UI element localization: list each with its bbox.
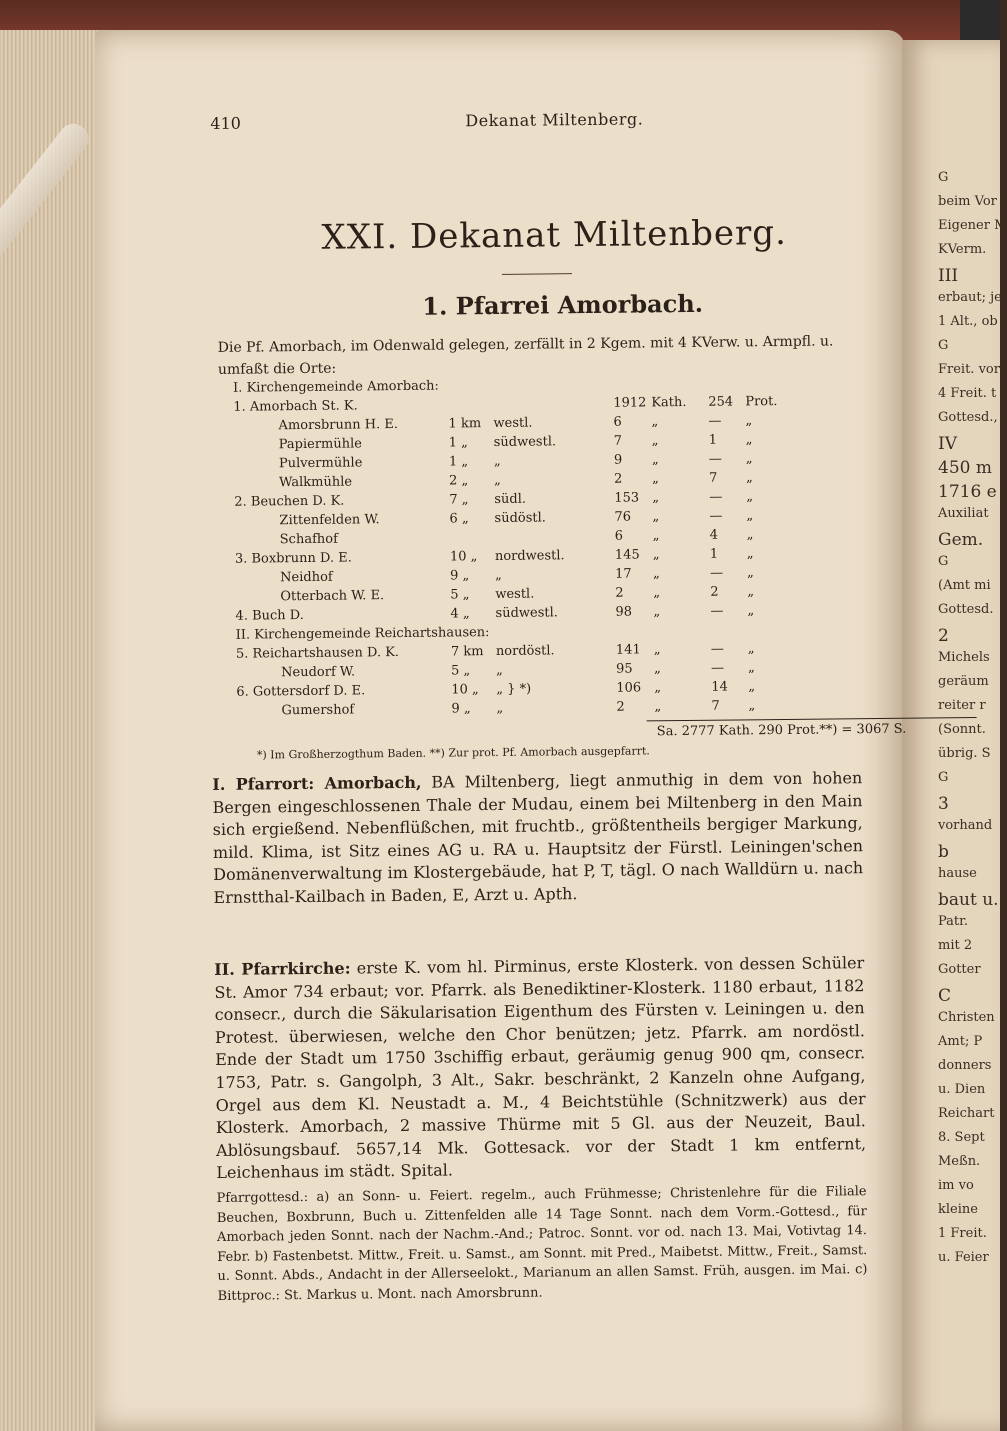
cell-dir: „ — [493, 453, 501, 469]
section-pfarrkirche-heading: II. Pfarrkirche: — [214, 958, 351, 979]
next-page-fragment: KVerm. — [938, 242, 987, 257]
cell-prot: 1 — [709, 546, 719, 562]
cell-kath: 145 — [614, 547, 640, 563]
right-page-fragment — [902, 40, 1007, 1431]
cell-prot: 1 — [708, 432, 718, 448]
table-sum: Sa. 2777 Kath. 290 Prot.**) = 3067 S. — [656, 721, 907, 740]
cell-name: Neidhof — [280, 569, 333, 586]
next-page-fragment: beim Vor — [938, 194, 997, 209]
cell-prot: — — [710, 603, 724, 619]
next-page-fragment: Gem. — [938, 530, 984, 550]
cell-prot: 7 — [711, 698, 720, 714]
next-page-fragment: (Sonnt. — [938, 722, 986, 737]
cell-k-unit: „ — [653, 604, 661, 620]
cell-k-unit: „ — [652, 547, 660, 563]
cell-name: 6. Gottersdorf D. E. — [236, 683, 366, 700]
next-page-fragment: b — [938, 842, 949, 862]
cell-dist: 1 „ — [448, 454, 469, 470]
cell-dist: 9 „ — [451, 701, 471, 717]
cell-dir: südöstl. — [494, 510, 546, 526]
cell-kath: 98 — [615, 604, 633, 620]
cell-kath: 17 — [615, 566, 632, 582]
next-page-fragment: 2 — [938, 626, 949, 646]
running-head-title: Dekanat Miltenberg. — [465, 109, 644, 131]
next-page-fragment: donners — [938, 1058, 992, 1073]
next-page-fragment: 3 — [938, 794, 949, 814]
next-page-fragment: 1 Alt., ob — [938, 314, 998, 329]
cell-kath: 6 — [614, 528, 624, 544]
cell-dir: „ — [496, 700, 504, 716]
cell-prot: 7 — [709, 470, 718, 486]
cell-dir: westl. — [493, 415, 533, 432]
cell-prot: — — [710, 565, 724, 581]
cell-dir: „ — [494, 472, 501, 488]
cell-kath: 95 — [616, 661, 633, 677]
cell-name: 1. Amorbach St. K. — [233, 398, 358, 415]
cell-dist: 6 „ — [449, 511, 469, 527]
cell-p-unit: „ — [747, 584, 755, 600]
cell-dir: südl. — [494, 491, 527, 507]
cell-kath: 2 — [614, 471, 623, 487]
cell-name: 4. Buch D. — [235, 607, 304, 624]
next-page-fragment: hause — [938, 866, 977, 881]
page-edges — [0, 30, 110, 1431]
next-page-fragment: Gottesd., — [938, 410, 998, 425]
cell-prot: — — [709, 489, 723, 505]
cell-p-unit: „ — [745, 413, 753, 429]
section-pfarrkirche — [214, 952, 866, 1185]
next-page-fragment: u. Dien — [938, 1082, 986, 1097]
cell-dir: „ } *) — [496, 681, 532, 697]
next-page-fragment: Gottesd. — [938, 602, 994, 617]
cell-dist: 2 „ — [449, 473, 469, 489]
cell-p-unit: Prot. — [745, 394, 778, 410]
section-gottesdienst: Pfarrgottesd.: a) an Sonn- u. Feiert. regelm., auch Frühmesse; Christenlehre für die Filiale Beuchen, Boxbrunn, Buch u. Zittenfelden alle 14 Tage Sonnt. nach dem Vorm.-Gottesd., für Amorbach jeden Sonnt. nach der Nachm.-And.; Patroc. Sonnt. vor od. nach 13. Mai, Votivtag 14. Febr. b) Fastenbetst. Mittw., Freit. u. Samst., am Sonnt. mit Pred., Maibetst. Mittw., Freit., Samst. u. Sonnt. Abds., Andacht in der Allerseelokt., Marianum an allen Samst. Früh, ausgen. im Mai. c) Bittproc.: St. Markus u. Mont. nach Amorsbrunn. — [216, 1184, 868, 1304]
cell-name: Neudorf W. — [281, 664, 356, 681]
next-page-fragment: G — [938, 338, 949, 353]
next-page-fragment: III — [938, 266, 959, 286]
cell-prot: — — [709, 508, 723, 524]
cell-p-unit: „ — [745, 432, 753, 448]
cell-k-unit: „ — [651, 452, 659, 468]
cell-dist: 1 km — [448, 416, 482, 432]
cell-kath: 153 — [614, 490, 640, 506]
parish-title: 1. Pfarrei Amorbach. — [422, 288, 704, 321]
cell-k-unit: „ — [652, 490, 660, 506]
cell-dist: 1 „ — [448, 435, 468, 451]
page-number: 410 — [210, 113, 242, 133]
cell-k-unit: „ — [652, 528, 660, 544]
cell-kath: 2 — [615, 585, 624, 601]
cell-k-unit: „ — [653, 566, 660, 582]
table-footnotes: *) Im Großherzogthum Baden. **) Zur prot. Pf. Amorbach ausgepfarrt. — [256, 744, 650, 762]
cell-p-unit: „ — [746, 508, 754, 524]
cell-prot: — — [710, 641, 724, 657]
cell-p-unit: „ — [748, 660, 755, 676]
next-page-fragment: Eigener M — [938, 218, 1007, 233]
next-page-fragment: Reichart — [938, 1106, 995, 1121]
next-page-fragment: Christen — [938, 1010, 995, 1025]
cell-dist: 9 „ — [450, 568, 470, 584]
next-page-fragment: kleine — [938, 1202, 978, 1217]
cell-dir: nordöstl. — [495, 643, 555, 659]
cell-p-unit: „ — [747, 565, 754, 581]
cell-dist: 10 „ — [451, 682, 479, 698]
cell-kath: 76 — [614, 509, 632, 525]
next-page-fragment: Amt; P — [938, 1034, 983, 1049]
next-page-fragment: baut u. — [938, 890, 999, 910]
cell-name: II. Kirchengemeinde Reichartshausen: — [235, 625, 490, 643]
cell-dist: 5 „ — [450, 587, 470, 603]
cell-name: 5. Reichartshausen D. K. — [235, 645, 400, 662]
cell-name: Gumershof — [281, 702, 355, 719]
next-page-fragment: übrig. S — [938, 746, 991, 761]
cell-k-unit: „ — [654, 699, 662, 715]
cell-dir: „ — [496, 662, 503, 678]
cell-k-unit: „ — [652, 509, 660, 525]
next-page-fragment: G — [938, 554, 949, 569]
next-page-fragment: C — [938, 986, 952, 1006]
cell-dir: nordwestl. — [494, 548, 565, 564]
cell-name: 3. Boxbrunn D. E. — [234, 550, 352, 567]
cell-p-unit: „ — [746, 527, 754, 543]
next-page-fragment: 450 m — [938, 458, 992, 478]
cell-name: Schafhof — [279, 531, 338, 548]
cell-dist: 7 km — [450, 644, 484, 660]
cell-p-unit: „ — [747, 641, 755, 657]
next-page-fragment: Gotter — [938, 962, 981, 977]
page-content — [110, 82, 907, 1370]
next-page-fragment: reiter r — [938, 698, 986, 713]
cell-k-unit: „ — [651, 414, 659, 430]
next-page-fragment: vorhand — [938, 818, 993, 833]
cell-k-unit: „ — [652, 471, 659, 487]
cell-prot: 14 — [711, 679, 728, 695]
cell-dir: südwestl. — [495, 605, 558, 621]
cell-p-unit: „ — [746, 470, 753, 486]
next-page-fragment: 1 Freit. — [938, 1226, 987, 1241]
cell-kath: 7 — [613, 433, 623, 449]
cell-k-unit: „ — [653, 642, 661, 658]
title-rule — [502, 273, 572, 275]
next-page-fragment: 8. Sept — [938, 1130, 985, 1145]
next-page-fragment: Patr. — [938, 914, 969, 929]
next-page-fragment: 4 Freit. t — [938, 386, 997, 401]
cell-k-unit: „ — [651, 433, 659, 449]
cell-k-unit: Kath. — [651, 394, 687, 411]
cell-prot: 4 — [709, 527, 719, 543]
cell-kath: 6 — [613, 414, 622, 430]
next-page-fragment: Meßn. — [938, 1154, 981, 1169]
section-pfarrort-heading: I. Pfarrort: Amorbach, — [212, 772, 422, 794]
next-page-fragment: IV — [938, 434, 957, 454]
cell-dist: 4 „ — [450, 606, 470, 622]
cell-name: 2. Beuchen D. K. — [234, 493, 345, 510]
cell-dir: „ — [495, 567, 502, 583]
cell-p-unit: „ — [748, 679, 756, 695]
cell-p-unit: „ — [747, 603, 755, 619]
cell-p-unit: „ — [748, 698, 756, 714]
cell-kath: 1912 — [613, 395, 647, 411]
cell-dist: 5 „ — [451, 663, 471, 679]
cell-name: I. Kirchengemeinde Amorbach: — [233, 378, 439, 396]
cell-prot: 254 — [708, 394, 734, 410]
next-page-fragment: Freit. vor — [938, 362, 1000, 377]
cell-prot: — — [708, 413, 722, 429]
cell-kath: 106 — [616, 680, 642, 696]
cell-name: Walkmühle — [279, 474, 353, 491]
cell-prot: 2 — [710, 584, 719, 600]
next-page-fragment: G — [938, 170, 949, 185]
running-head — [210, 107, 870, 133]
next-page-fragment: geräum — [938, 674, 989, 689]
next-page-fragment: Michels — [938, 650, 990, 665]
cell-name: Amorsbrunn H. E. — [278, 417, 399, 434]
cell-name: Zittenfelden W. — [279, 512, 380, 529]
next-page-fragment: Auxiliat — [938, 506, 989, 521]
cell-dist: 10 „ — [449, 549, 478, 565]
cell-kath: 141 — [615, 642, 641, 658]
cell-dir: südwestl. — [493, 434, 557, 451]
cell-name: Pulvermühle — [278, 455, 363, 472]
cell-p-unit: „ — [746, 489, 754, 505]
cell-name: Otterbach W. E. — [280, 588, 385, 605]
cell-name: Papiermühle — [278, 436, 363, 453]
intro-text: Die Pf. Amorbach, im Odenwald gelegen, zerfällt in 2 Kgem. mit 4 KVerw. u. Armpfl. u. umfaßt die Orte: — [217, 333, 834, 378]
next-page-fragment: im vo — [938, 1178, 974, 1193]
next-page-fragment: mit 2 — [938, 938, 973, 953]
cell-prot: — — [711, 660, 725, 676]
section-pfarrort-text: BA Miltenberg, liegt anmuthig in dem von hohen Bergen eingeschlossenen Thale der Mudau, einem bei Miltenberg in den Main sich ergießend. Nebenflüßchen, mit fruchtb., größtentheils bergiger Markung, mild. Klima, ist Sitz eines AG u. RA u. Hauptsitz der Fürstl. Leiningen'schen Domänenverwaltung im Klostergebäude, hat P, T, tägl. O nach Walldürn u. nach Ernstthal-Kailbach in Baden, E, Arzt u. Apth. — [212, 768, 864, 907]
cell-dist: 7 „ — [449, 492, 469, 508]
cell-dir: westl. — [495, 586, 535, 602]
cell-k-unit: „ — [654, 680, 662, 696]
next-page-fragment: erbaut; je — [938, 290, 1002, 305]
next-page-fragment: 1716 e — [938, 482, 997, 502]
cell-kath: 2 — [616, 699, 625, 715]
next-page-fragment: u. Feier — [938, 1250, 989, 1265]
chapter-title: XXI. Dekanat Miltenberg. — [321, 212, 788, 258]
cell-p-unit: „ — [745, 451, 753, 467]
next-page-fragment: (Amt mi — [938, 578, 991, 593]
cell-k-unit: „ — [653, 585, 661, 601]
cell-k-unit: „ — [654, 661, 661, 677]
next-page-fragment: G — [938, 770, 949, 785]
section-pfarrort — [212, 767, 863, 909]
section-pfarrkirche-text: erste K. vom hl. Pirminus, erste Klosterk. von dessen Schüler St. Amor 734 erbaut; vor. Pfarrk. als Benediktiner-Klosterk. 1180 erbaut, 1182 consecr., durch die Säkularisation Eigenthum des Fürsten v. Leiningen u. den Protest. überwiesen, welche den Chor benützen; jetz. Pfarrk. am nordöstl. Ende der Stadt um 1750 3schiffig erbaut, geräumig genug 900 qm, consecr. 1753, Patr. s. Gangolph, 3 Alt., Sakr. beschränkt, 2 Kanzeln ohne Aufgang, Orgel aus dem Kl. Neustadt a. M., 4 Beichtstühle (Schnitzwerk) aus der Klosterk. Amorbach, 2 massive Thürme mit 5 Gl. aus der Neuzeit, Baul. Ablösungsbauf. 5657,14 Mk. Gottesack. vor der Stadt 1 km entfernt, Leichenhaus im städt. Spital. — [214, 953, 867, 1183]
cell-kath: 9 — [613, 452, 623, 468]
cell-p-unit: „ — [746, 546, 754, 562]
cell-prot: — — [708, 451, 722, 467]
